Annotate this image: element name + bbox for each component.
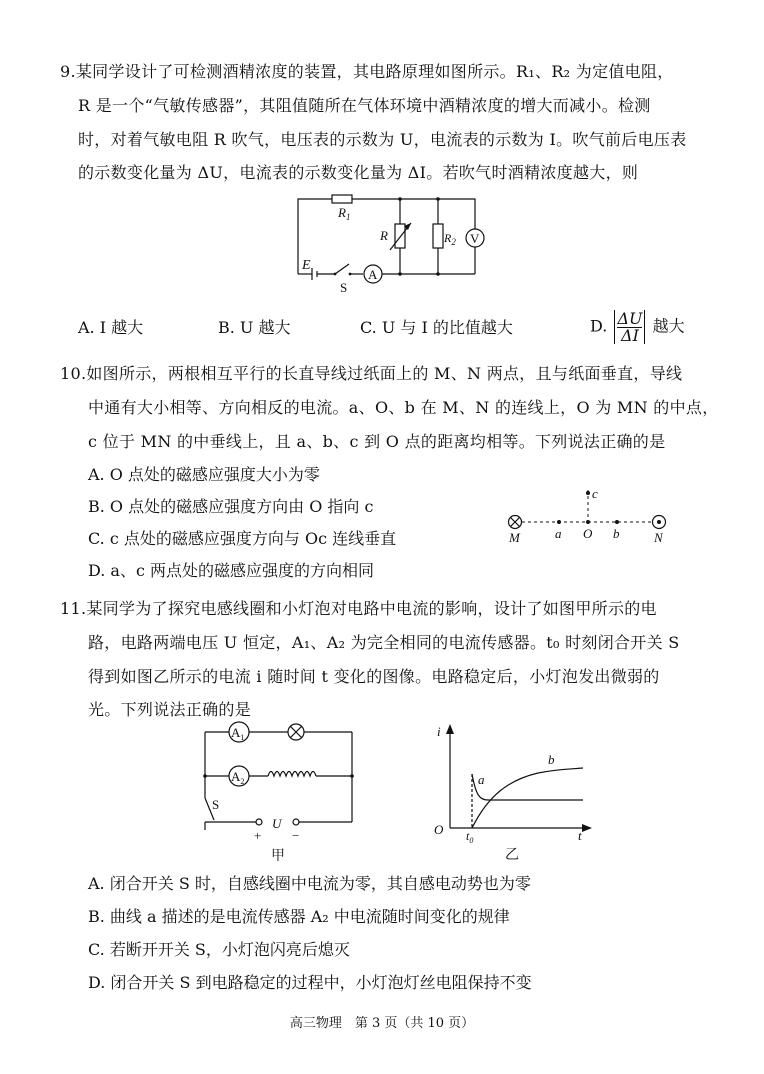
q11-option-b: B. 曲线 a 描述的是电流传感器 A₂ 中电流随时间变化的规律: [88, 907, 510, 926]
curve-b-label: b: [548, 752, 555, 767]
q11-circuit-jia-figure: [196, 718, 366, 866]
point-c-label: c: [592, 486, 598, 501]
point-n-label: N: [654, 530, 663, 545]
q11-graph-yi-figure: [428, 716, 598, 866]
wire-n-out-of-page-icon: [653, 516, 666, 529]
q9-line-1: 9.某同学设计了可检测酒精浓度的装置，其电路原理如图所示。R₁、R₂ 为定值电阻，: [60, 62, 674, 81]
q11-line-2: 路，电路两端电压 U 恒定，A₁、A₂ 为完全相同的电流传感器。t₀ 时刻闭合开关 S: [88, 633, 680, 652]
q11-line-3: 得到如图乙所示的电流 i 随时间 t 变化的图像。电路稳定后，小灯泡发出微弱的: [88, 667, 660, 686]
caption-yi: 乙: [505, 848, 519, 863]
a2-label: $A_2$: [231, 769, 245, 786]
page-footer: 高三物理 第 3 页（共 10 页）: [289, 1016, 475, 1031]
curve-a-label: a: [478, 772, 485, 787]
t0-label: $t_0$: [466, 829, 474, 845]
q10-line-3: c 位于 MN 的中垂线上，且 a、b、c 到 O 点的距离均相等。下列说法正确的是: [88, 432, 666, 451]
r2-label: $R_2$: [444, 231, 456, 247]
minus-terminal-label: −: [292, 828, 300, 843]
q10-option-d: D. a、c 两点处的磁感应强度的方向相同: [88, 561, 375, 580]
q9-option-b: B. U 越大: [218, 318, 291, 337]
q9-line-3: 时，对着气敏电阻 R 吹气，电压表的示数为 U，电流表的示数为 I。吹气前后电压表: [78, 130, 687, 149]
ammeter-label: A: [368, 267, 378, 282]
q9-option-d-suffix: 越大: [652, 316, 685, 336]
q10-line-1: 10.如图所示，两根相互平行的长直导线过纸面上的 M、N 两点，且与纸面垂直，导线: [60, 364, 683, 383]
axis-t-label: t: [578, 828, 582, 843]
q10-line-2: 中通有大小相等、方向相反的电流。a、O、b 在 M、N 的连线上，O 为 MN 的中点，: [88, 398, 719, 417]
delta-u-over-delta-i: $\frac{\Delta U}{\Delta I}$: [617, 308, 643, 345]
curve-a: [472, 774, 583, 800]
emf-label: E: [302, 258, 311, 273]
q11-line-4: 光。下列说法正确的是: [88, 700, 252, 719]
point-o-label: O: [583, 526, 593, 541]
caption-jia: 甲: [271, 849, 285, 864]
q10-option-b: B. O 点处的磁感应强度方向由 O 指向 c: [88, 497, 374, 516]
q9-option-c: C. U 与 I 的比值越大: [360, 318, 513, 337]
point-a-label: a: [555, 526, 562, 541]
plus-terminal-label: +: [254, 828, 262, 843]
q11-option-c: C. 若断开开关 S，小灯泡闪亮后熄灭: [88, 940, 350, 959]
q9-line-4: 的示数变化量为 ΔU，电流表的示数变化量为 ΔI。若吹气时酒精浓度越大，则: [78, 163, 639, 182]
switch-s-label: S: [212, 797, 220, 812]
voltage-u-label: U: [272, 816, 282, 831]
axis-i-label: i: [437, 724, 441, 739]
curve-b: [472, 768, 583, 828]
switch-label: S: [340, 280, 348, 295]
q9-circuit-figure: [290, 190, 490, 295]
wire-m-into-page-icon: [509, 516, 522, 529]
q10-wire-figure: [500, 482, 680, 548]
r1-label: $R_1$: [338, 205, 351, 222]
voltmeter-label: V: [470, 231, 480, 246]
q9-option-a: A. I 越大: [78, 318, 144, 337]
r-label: R: [380, 228, 388, 243]
lamp-icon: [288, 724, 304, 740]
q9-line-2: R 是一个“气敏传感器”，其阻值随所在气体环境中酒精浓度的增大而减小。检测: [78, 96, 651, 115]
q11-option-d: D. 闭合开关 S 到电路稳定的过程中，小灯泡灯丝电阻保持不变: [88, 973, 532, 992]
q9-option-d: [590, 310, 685, 344]
q10-option-a: A. O 点处的磁感应强度大小为零: [88, 465, 320, 484]
origin-label: O: [434, 822, 444, 837]
q9-option-d-prefix: D.: [590, 316, 608, 336]
q10-option-c: C. c 点处的磁感应强度方向与 Oc 连线垂直: [88, 529, 397, 548]
q11-option-a: A. 闭合开关 S 时，自感线圈中电流为零，其自感电动势也为零: [88, 874, 531, 893]
point-b-label: b: [613, 526, 620, 541]
point-m-label: M: [509, 530, 520, 545]
a1-label: $A_1$: [231, 725, 245, 742]
q11-line-1: 11.某同学为了探究电感线圈和小灯泡对电路中电流的影响，设计了如图甲所示的电: [60, 599, 657, 618]
